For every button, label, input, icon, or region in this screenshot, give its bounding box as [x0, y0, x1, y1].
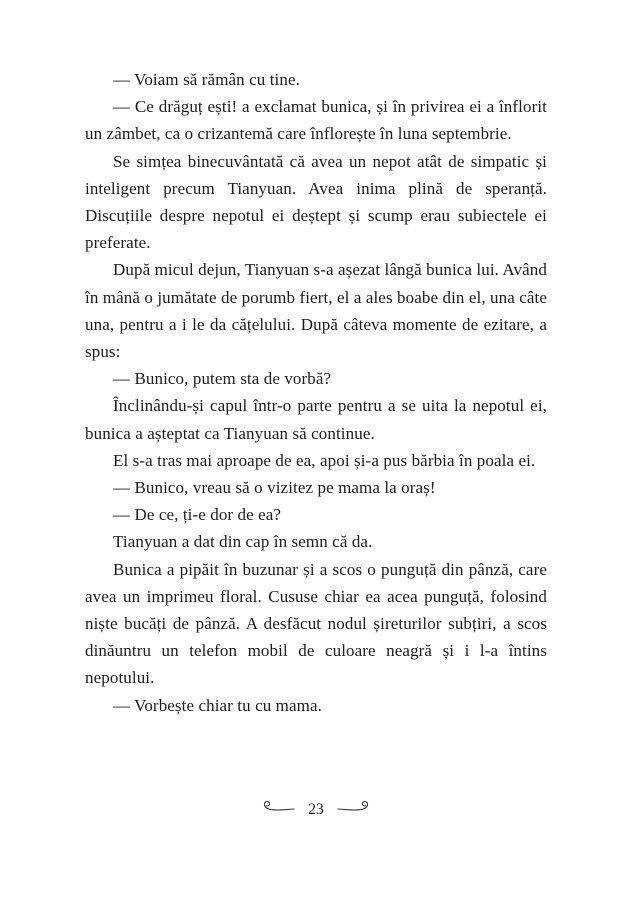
page-footer — [0, 796, 632, 818]
swirl-flourish-right-icon — [337, 799, 371, 815]
swirl-flourish-left-icon — [261, 799, 295, 815]
paragraph: Tianyuan a dat din cap în semn că da. — [113, 532, 373, 552]
paragraph: Se simțea binecuvântată că avea un nepot atât de simpatic și inteligent precum Tianyuan. Avea inima plină de speranță. Discuțiile despre nepotul ei deștept și scump erau subiectele ei preferate. — [85, 151, 547, 253]
paragraph: — Bunico, putem sta de vorbă? — [113, 369, 332, 389]
paragraph: — Bunico, vreau să o vizitez pe mama la oraș! — [113, 478, 436, 498]
paragraph: — Ce drăguț ești! a exclamat bunica, și în privirea ei a înflorit un zâmbet, ca o crizantemă care înflorește în luna septembrie. — [85, 97, 547, 144]
paragraph: După micul dejun, Tianyuan s-a așezat lângă bunica lui. Având în mână o jumătate de porumb fiert, el a ales boabe din el, una câte una, pentru a i le da cățelului. După câteva momente de ezitare, a spus: — [85, 260, 547, 362]
page-number: 23 — [308, 801, 324, 818]
text-block — [85, 66, 547, 719]
paragraph: Înclinându-și capul într-o parte pentru a se uita la nepotul ei, bunica a așteptat ca Tianyuan să continue. — [85, 396, 547, 443]
paragraph: El s-a tras mai aproape de ea, apoi și-a pus bărbia în poala ei. — [113, 450, 536, 470]
paragraph: — Voiam să rămân cu tine. — [113, 70, 300, 89]
paragraph: — Vorbește chiar tu cu mama. — [113, 695, 322, 715]
paragraph: Bunica a pipăit în buzunar și a scos o punguță din pânză, care avea un imprimeu floral. Cususe chiar ea acea punguță, folosind niște bucăți de pânză. A desfăcut nodul șireturilor subțiri, a scos dinăuntru un telefon mobil de culoare neagră și i l-a întins nepotului. — [85, 559, 547, 688]
paragraph: — De ce, ți-e dor de ea? — [113, 505, 282, 525]
